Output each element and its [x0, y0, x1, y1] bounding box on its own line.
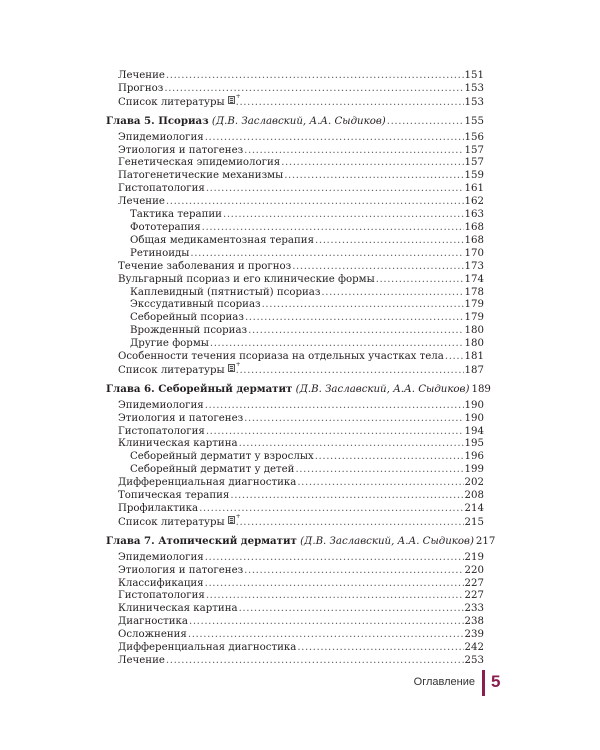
- toc-page-number: 196: [464, 451, 484, 463]
- entry-title-text: Экссудативный псориаз: [130, 299, 261, 311]
- toc-entry-title: [130, 235, 314, 248]
- toc-page-number: 161: [464, 183, 484, 195]
- toc-entry[interactable]: [106, 209, 484, 222]
- footer-page-number: 5: [491, 672, 501, 691]
- entry-title-text: Дифференциальная диагностика: [118, 477, 297, 489]
- toc-page-number: 157: [464, 157, 484, 169]
- toc-page-number: 217: [475, 535, 496, 547]
- dot-leader: [223, 209, 464, 222]
- toc-page-number: 189: [471, 383, 491, 395]
- toc-entry-title: [106, 535, 474, 549]
- toc-entry-title: [118, 83, 163, 96]
- toc-entry[interactable]: [106, 325, 484, 338]
- toc-entry[interactable]: [106, 438, 484, 451]
- chapter-authors: (Д.В. Заславский, А.А. Сыдиков): [295, 383, 470, 395]
- toc-entry-title: [118, 196, 165, 209]
- toc-entry-title: [118, 157, 280, 170]
- dot-leader: [445, 351, 464, 364]
- entry-title-text: Тактика терапии: [130, 209, 222, 221]
- dot-leader: [244, 145, 463, 158]
- entry-title-text: Классификация: [118, 577, 204, 589]
- toc-entry-title: [130, 464, 294, 477]
- dot-leader: [239, 603, 464, 616]
- toc-entry-title: [118, 170, 283, 183]
- entry-title-text: Патогенетические механизмы: [118, 170, 284, 182]
- toc-page-number: 208: [464, 490, 484, 502]
- entry-title-text: Профилактика: [118, 503, 199, 514]
- entry-title-text: Список литературы: [118, 96, 225, 108]
- toc-page-number: 199: [464, 464, 484, 476]
- dot-leader: [206, 183, 464, 196]
- dot-leader: [244, 565, 463, 578]
- toc-entry-title: [118, 516, 235, 530]
- entry-title-text: Прогноз: [118, 82, 164, 94]
- toc-entry[interactable]: [106, 274, 484, 287]
- entry-title-text: Лечение: [118, 70, 165, 81]
- toc-chapter-heading[interactable]: [106, 115, 484, 129]
- toc-entry-title: [118, 426, 205, 439]
- toc-entry-title: [118, 616, 188, 629]
- entry-title-text: Гистопатология: [118, 590, 205, 602]
- toc-chapter-heading[interactable]: [106, 534, 496, 549]
- toc-entry-title: [130, 209, 222, 222]
- toc-entry-title: [118, 96, 235, 110]
- toc-page-number: 190: [464, 399, 484, 411]
- toc-entry[interactable]: [106, 248, 484, 261]
- entry-title-text: Лечение: [118, 196, 165, 208]
- chapter-authors: (Д.В. Заславский, А.А. Сыдиков): [300, 535, 474, 547]
- entry-title-text: Гистопатология: [118, 183, 205, 195]
- toc-entry-title: [118, 578, 204, 591]
- dot-leader: [248, 325, 463, 338]
- dot-leader: [239, 438, 464, 451]
- dot-leader: [236, 517, 464, 530]
- toc-page-number: 227: [464, 590, 484, 602]
- toc-page-number: 181: [464, 351, 484, 363]
- toc-page-number: 242: [464, 642, 484, 654]
- toc-entry-title: [118, 603, 238, 616]
- dot-leader: [297, 477, 463, 490]
- toc-entry[interactable]: [106, 299, 484, 312]
- dot-leader: [206, 590, 464, 603]
- footer-accent-bar: [482, 670, 485, 696]
- toc-page-number: 239: [464, 629, 484, 641]
- toc-entry[interactable]: [106, 642, 484, 655]
- toc-entry-title: [118, 413, 243, 426]
- toc-entry[interactable]: [106, 196, 484, 209]
- dot-leader: [321, 287, 463, 300]
- toc-page-number: 153: [464, 82, 484, 94]
- toc-page-number: 220: [464, 564, 484, 576]
- toc-page-number: 153: [464, 96, 484, 108]
- chapter-title: Глава 6. Себорейный дерматит: [106, 382, 293, 395]
- toc-page-number: 215: [464, 516, 484, 528]
- entry-title-text: Лечение: [118, 654, 165, 666]
- toc-page-number: 253: [464, 654, 484, 666]
- toc-entry[interactable]: [106, 96, 484, 110]
- dot-leader: [315, 451, 464, 464]
- toc-entry-title: [130, 325, 247, 338]
- toc-entry[interactable]: [106, 170, 484, 183]
- toc-entry-title: [130, 299, 261, 312]
- dot-leader: [189, 616, 464, 629]
- toc-entry[interactable]: [106, 603, 484, 616]
- toc-page-number: 227: [464, 577, 484, 589]
- toc-page-number: 159: [464, 170, 484, 182]
- toc-entry[interactable]: [106, 400, 484, 413]
- toc-page-number: 156: [464, 131, 484, 143]
- toc-entry-title: [106, 383, 469, 397]
- entry-title-text: Течение заболевания и прогноз: [118, 260, 292, 272]
- toc-entry-title: [130, 287, 320, 300]
- dot-leader: [206, 426, 464, 439]
- footer-section-label: Оглавление: [413, 676, 475, 688]
- toc-entry[interactable]: [106, 222, 484, 235]
- entry-title-text: Эпидемиология: [118, 131, 204, 143]
- toc-entry-title: [118, 642, 296, 655]
- dot-leader: [205, 400, 464, 413]
- dot-leader: [295, 464, 463, 477]
- toc-entry-title: [130, 338, 209, 351]
- chapter-title: Глава 7. Атопический дерматит: [106, 534, 297, 547]
- dot-leader: [190, 248, 463, 261]
- dot-leader: [262, 299, 464, 312]
- toc-chapter-heading[interactable]: [106, 382, 491, 397]
- table-of-contents: [106, 70, 496, 668]
- entry-title-text: Дифференциальная диагностика: [118, 642, 297, 654]
- toc-entry[interactable]: [106, 157, 484, 170]
- entry-title-text: Топическая терапия: [118, 490, 230, 502]
- dot-leader: [205, 552, 464, 565]
- entry-title-text: Врожденный псориаз: [130, 325, 248, 337]
- toc-page-number: 168: [464, 221, 484, 233]
- toc-entry-title: [118, 629, 187, 642]
- toc-page-number: 179: [464, 299, 484, 311]
- entry-title-text: Общая медикаментозная терапия: [130, 234, 315, 246]
- toc-entry[interactable]: [106, 490, 484, 503]
- toc-entry-title: [130, 248, 189, 261]
- toc-entry[interactable]: [106, 351, 484, 364]
- dot-leader: [202, 222, 464, 235]
- toc-entry[interactable]: [106, 503, 484, 516]
- entry-title-text: Другие формы: [130, 338, 209, 350]
- entry-title-text: Список литературы: [118, 364, 225, 376]
- entry-title-text: Себорейный дерматит у детей: [130, 464, 295, 476]
- toc-entry-title: [118, 274, 375, 287]
- toc-entry-title: [130, 451, 314, 464]
- toc-entry[interactable]: [106, 451, 484, 464]
- toc-entry[interactable]: [106, 70, 484, 83]
- toc-page-number: 162: [464, 196, 484, 208]
- toc-page-number: 173: [464, 260, 484, 272]
- entry-title-text: Эпидемиология: [118, 551, 204, 563]
- toc-page-number: 155: [464, 115, 484, 127]
- toc-entry-title: [118, 261, 291, 274]
- toc-entry-title: [118, 565, 243, 578]
- toc-entry[interactable]: [106, 516, 484, 530]
- toc-entry-title: [118, 655, 165, 668]
- dot-leader: [292, 261, 463, 274]
- toc-entry[interactable]: [106, 235, 484, 248]
- toc-entry[interactable]: [106, 338, 484, 351]
- toc-entry[interactable]: [106, 616, 484, 629]
- entry-title-text: Этиология и патогенез: [118, 564, 244, 576]
- dot-leader: [244, 413, 463, 426]
- toc-entry[interactable]: [106, 565, 484, 578]
- dot-leader: [166, 655, 464, 668]
- toc-entry-title: [118, 477, 296, 490]
- dot-leader: [205, 578, 464, 591]
- toc-page-number: 194: [464, 425, 484, 437]
- toc-entry-title: [118, 70, 165, 83]
- toc-page-number: 157: [464, 144, 484, 156]
- entry-title-text: Себорейный дерматит у взрослых: [130, 451, 314, 463]
- toc-entry-title: [106, 115, 386, 129]
- chapter-authors: (Д.В. Заславский, А.А. Сыдиков): [211, 115, 386, 127]
- toc-page-number: 214: [464, 503, 484, 514]
- entry-title-text: Этиология и патогенез: [118, 144, 244, 156]
- toc-entry[interactable]: [106, 145, 484, 158]
- toc-entry-title: [118, 552, 204, 565]
- toc-entry[interactable]: [106, 552, 484, 565]
- dot-leader: [284, 170, 463, 183]
- toc-entry[interactable]: [106, 413, 484, 426]
- toc-entry[interactable]: [106, 629, 484, 642]
- toc-page-number: 180: [464, 325, 484, 337]
- toc-page-number: 233: [464, 603, 484, 615]
- entry-title-text: Генетическая эпидемиология: [118, 157, 281, 169]
- toc-entry-title: [118, 590, 205, 603]
- entry-title-text: Клиническая картина: [118, 438, 238, 450]
- toc-page-number: 238: [464, 616, 484, 628]
- toc-entry-title: [118, 351, 444, 364]
- entry-title-text: Диагностика: [118, 616, 188, 628]
- entry-title-text: Список литературы: [118, 516, 225, 528]
- toc-page-number: 202: [464, 477, 484, 489]
- literature-icon[interactable]: [228, 364, 235, 372]
- dot-leader: [376, 274, 464, 287]
- toc-page-number: 178: [464, 286, 484, 298]
- entry-title-text: Себорейный псориаз: [130, 312, 244, 324]
- entry-title-text: Клиническая картина: [118, 603, 238, 615]
- toc-entry[interactable]: [106, 83, 484, 96]
- entry-title-text: Фототерапия: [130, 221, 201, 233]
- dot-leader: [245, 312, 464, 325]
- toc-page-number: 195: [464, 438, 484, 450]
- toc-page-number: 174: [464, 273, 484, 285]
- toc-page-number: 187: [464, 364, 484, 376]
- dot-leader: [387, 116, 464, 129]
- toc-entry[interactable]: [106, 590, 484, 603]
- toc-entry-title: [130, 222, 201, 235]
- dot-leader: [236, 365, 464, 378]
- toc-entry-title: [130, 312, 244, 325]
- toc-entry-title: [118, 145, 243, 158]
- entry-title-text: Вульгарный псориаз и его клинические формы: [118, 273, 375, 285]
- toc-entry[interactable]: [106, 287, 484, 300]
- literature-icon[interactable]: [228, 96, 235, 104]
- toc-page-number: 168: [464, 234, 484, 246]
- toc-page-number: 163: [464, 209, 484, 221]
- dot-leader: [166, 196, 464, 209]
- toc-entry-title: [118, 132, 204, 145]
- literature-icon[interactable]: [228, 516, 235, 524]
- dot-leader: [166, 70, 464, 83]
- dot-leader: [230, 490, 463, 503]
- toc-entry-title: [118, 400, 204, 413]
- entry-title-text: Этиология и патогенез: [118, 412, 244, 424]
- toc-page-number: 170: [464, 247, 484, 259]
- dot-leader: [164, 83, 463, 96]
- toc-entry[interactable]: [106, 312, 484, 325]
- entry-title-text: Осложнения: [118, 629, 187, 641]
- toc-entry[interactable]: [106, 132, 484, 145]
- dot-leader: [188, 629, 464, 642]
- entry-title-text: Особенности течения псориаза на отдельных участках тела: [118, 351, 444, 363]
- toc-entry[interactable]: [106, 578, 484, 591]
- toc-entry[interactable]: [106, 183, 484, 196]
- dot-leader: [236, 97, 464, 110]
- entry-title-text: Эпидемиология: [118, 399, 204, 411]
- toc-entry[interactable]: [106, 464, 484, 477]
- page-footer: [0, 670, 600, 696]
- dot-leader: [281, 157, 463, 170]
- toc-entry-title: [118, 490, 229, 503]
- toc-entry[interactable]: [106, 477, 484, 490]
- dot-leader: [297, 642, 463, 655]
- toc-entry-title: [118, 364, 235, 378]
- chapter-title: Глава 5. Псориаз: [106, 114, 209, 127]
- dot-leader: [205, 132, 464, 145]
- toc-entry[interactable]: [106, 655, 484, 668]
- toc-page-number: 190: [464, 412, 484, 424]
- entry-title-text: Ретиноиды: [130, 247, 190, 259]
- toc-entry-title: [118, 438, 238, 451]
- dot-leader: [210, 338, 464, 351]
- toc-entry-title: [118, 503, 198, 516]
- toc-entry[interactable]: [106, 426, 484, 439]
- toc-page-number: 219: [464, 551, 484, 563]
- toc-entry[interactable]: [106, 364, 484, 378]
- dot-leader: [315, 235, 464, 248]
- toc-entry-title: [118, 183, 205, 196]
- entry-title-text: Каплевидный (пятнистый) псориаз: [130, 286, 321, 298]
- toc-page-number: 180: [464, 338, 484, 350]
- toc-entry[interactable]: [106, 261, 484, 274]
- toc-page-number: 179: [464, 312, 484, 324]
- entry-title-text: Гистопатология: [118, 425, 205, 437]
- toc-page-number: 151: [464, 70, 484, 81]
